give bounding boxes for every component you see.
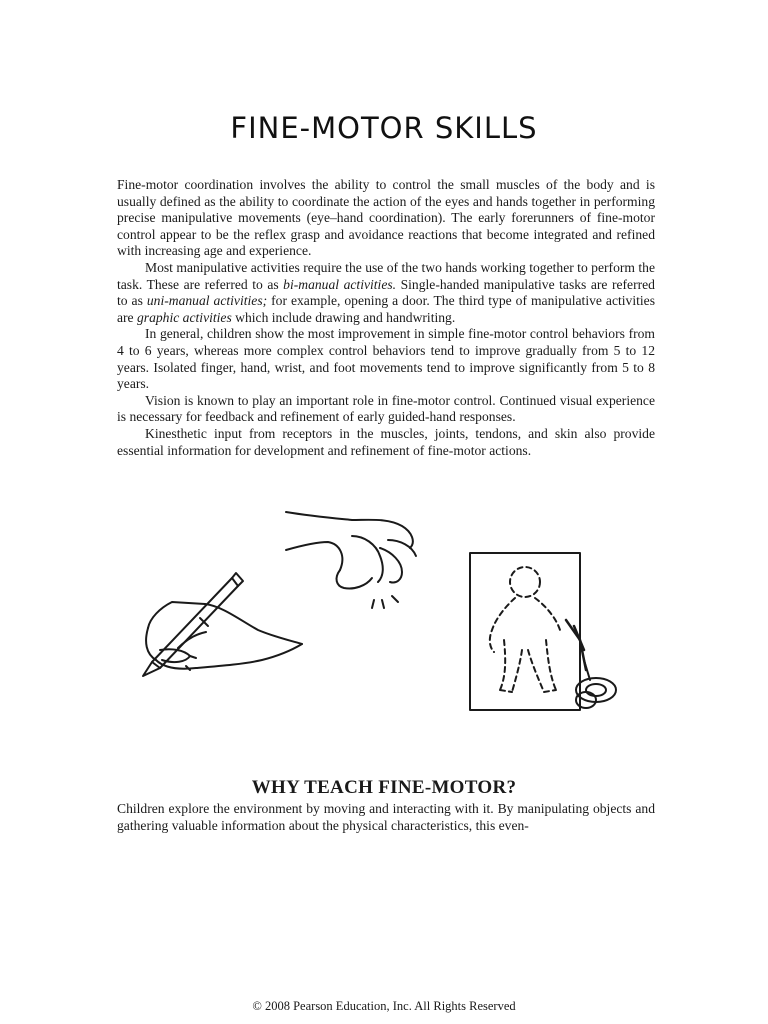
p2-text-g: which include drawing and handwriting.	[231, 309, 456, 325]
paragraph-3: In general, children show the most improvement in simple fine-motor control behaviors from 4 to 6 years, whereas more complex control behaviors tend to improve gradually from 5 to 12 years. Isolated finger, hand, wrist, and foot movements tend to improve significantly from 5 to 8 years.	[117, 326, 655, 392]
term-uni-manual: uni-manual activities;	[146, 293, 268, 309]
p2-text-a: Most manipulative activities require the use of the two hands working together to perform the task. These are referred to as	[117, 259, 655, 292]
p2-text-c: Single-handed manipulative tasks are referred to as	[117, 276, 655, 309]
section-text	[117, 801, 655, 834]
p2-text-e: for example, opening a door. The third type of manipulative activities are	[117, 293, 655, 325]
scissors-cutout-icon	[470, 553, 616, 710]
term-graphic: graphic activities	[137, 309, 232, 325]
copyright-footer: © 2008 Pearson Education, Inc. All Rights Reserved	[252, 999, 516, 1013]
paragraph-5: Kinesthetic input from receptors in the muscles, joints, tendons, and skin also provide essential information for development and refinement of fine-motor actions.	[117, 425, 655, 458]
paragraph-4: Vision is known to play an important role in fine-motor control. Continued visual experience is necessary for feedback and refinement of early guided-hand responses.	[117, 392, 655, 425]
section-heading: WHY TEACH FINE-MOTOR?	[251, 776, 517, 798]
page-title: FINE-MOTOR SKILLS	[230, 111, 538, 146]
paragraph-1: Fine-motor coordination involves the ability to control the small muscles of the body and is usually defined as the ability to coordinate the action of the eyes and hands together in performing precise manipulative movements (eye–hand coordination). The early forerunners of fine-motor control appear to be the reflex grasp and avoidance reactions that become integrated and refined with increasing age and experience.	[117, 177, 655, 259]
hand-pencil-icon	[143, 573, 302, 676]
hand-pinch-icon	[286, 512, 416, 608]
section-paragraph: Children explore the environment by moving and interacting with it. By manipulating objects and gathering valuable information about the physical characteristics, this even-	[117, 801, 655, 833]
term-bi-manual: bi-manual activities.	[283, 276, 397, 292]
